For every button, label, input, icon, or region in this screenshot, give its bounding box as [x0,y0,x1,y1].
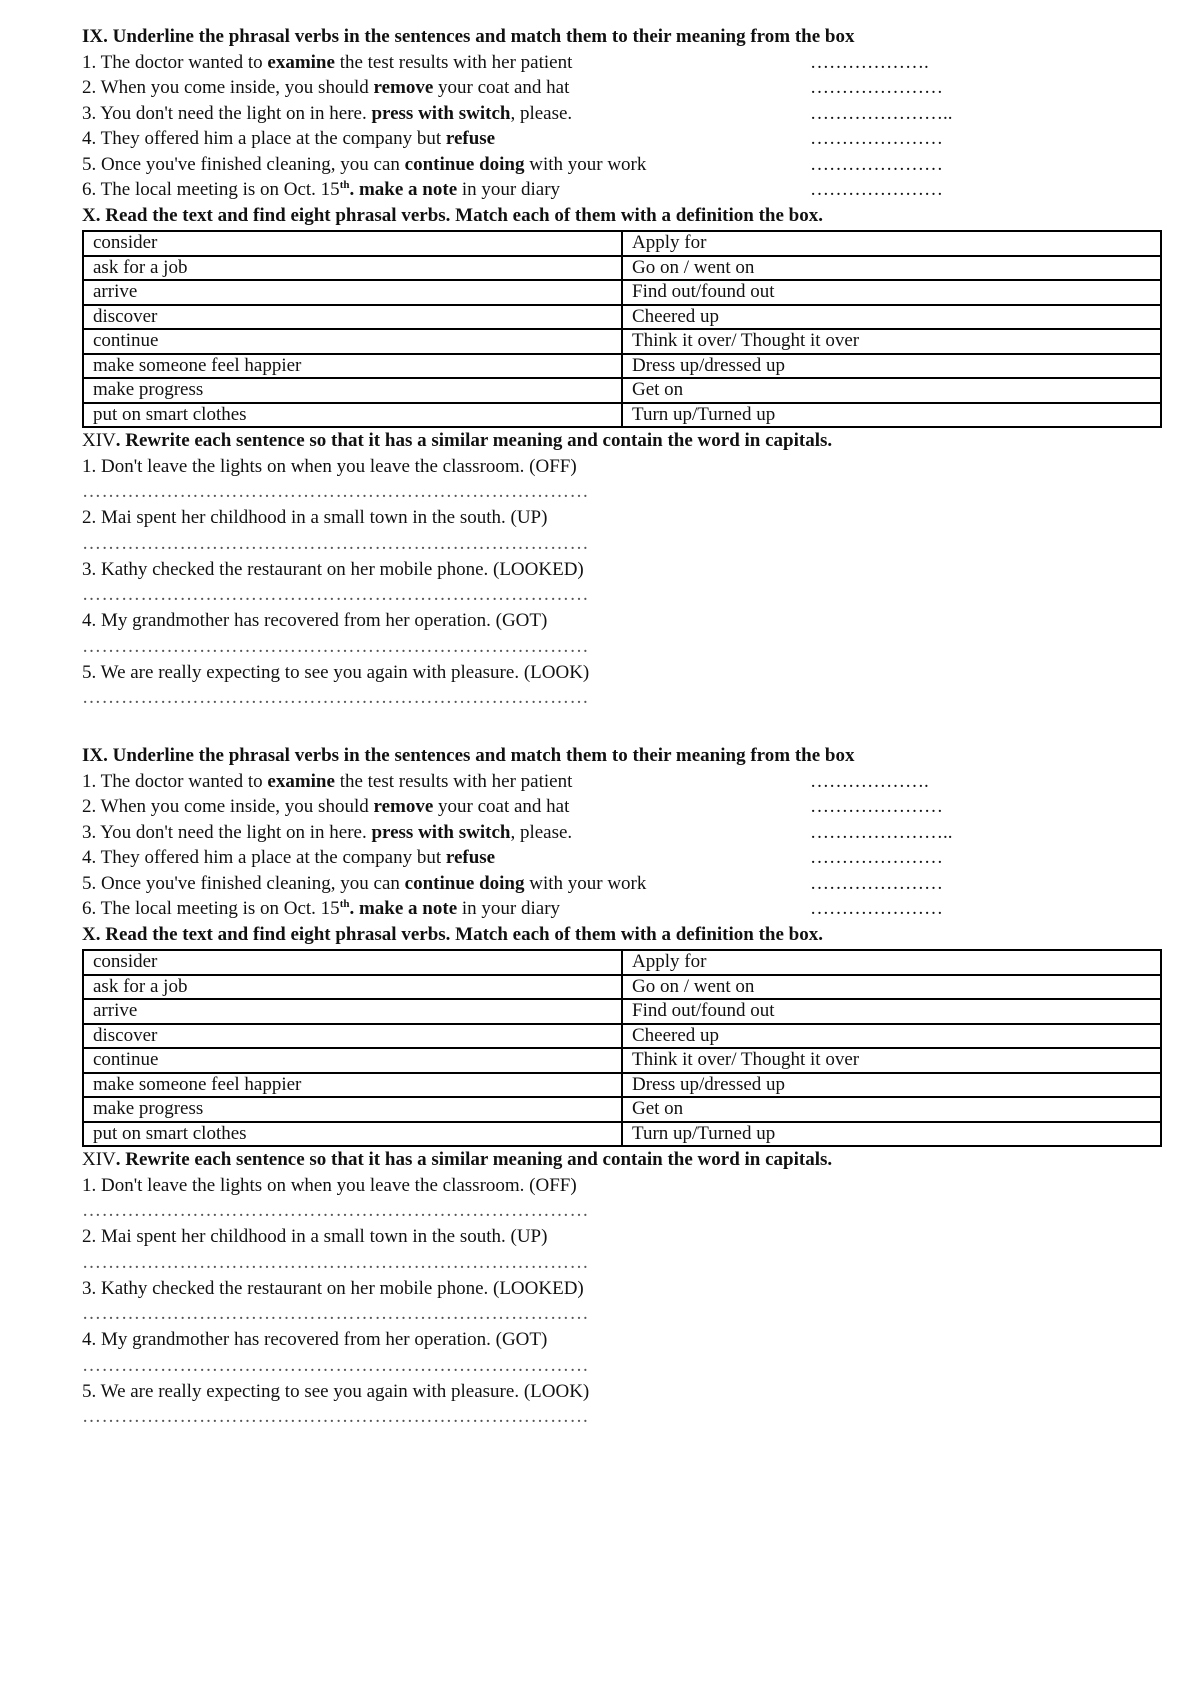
exercise-ix-item [82,152,1162,178]
table-row [83,378,1161,403]
exercise-ix-item [82,75,1162,101]
exercise-xiv-heading [82,428,1162,454]
answer-dots[interactable]: ………………… [810,796,943,817]
exercise-number: XIV [82,1149,116,1170]
section-gap [82,711,1162,743]
table-row [83,403,1161,428]
table-row [83,305,1161,330]
item-text-end: with your work [524,872,647,894]
exercise-instruction: . Rewrite each sentence so that it has a similar meaning and contain the word in capitals. [115,1149,833,1170]
definition-cell: make progress [83,1097,622,1122]
item-text: 5. Once you've finished cleaning, you can [82,153,405,175]
item-bold-verb: examine [267,51,335,73]
item-text-end: , please. [510,821,573,843]
item-text: 1. The doctor wanted to [82,770,268,792]
table-row [83,950,1161,975]
item-bold-verb: remove [373,796,434,817]
item-bold-verb: . make a note [349,898,458,919]
rewrite-question: 2. Mai spent her childhood in a small town in the south. (UP) [82,507,548,528]
phrasal-verb-cell: Cheered up [622,1024,1161,1049]
matching-table [82,230,1162,428]
item-text-end: your coat and hat [433,77,570,98]
phrasal-verb-cell: Dress up/dressed up [622,1073,1161,1098]
item-text: 5. Once you've finished cleaning, you can [82,872,405,894]
item-text: 6. The local meeting is on Oct. 15 [82,179,340,200]
answer-line[interactable]: …………………………………………………………………… [82,584,589,605]
ordinal-superscript: th [339,179,350,191]
table-row [83,231,1161,256]
exercise-xiv-heading [82,1147,1162,1173]
item-text-end: your coat and hat [433,796,570,817]
table-row [83,999,1161,1024]
phrasal-verb-cell: Turn up/Turned up [622,403,1161,428]
item-text-end: the test results with her patient [334,770,573,792]
answer-line[interactable]: …………………………………………………………………… [82,532,589,554]
item-text-end: with your work [524,153,647,175]
phrasal-verb-cell: Think it over/ Thought it over [622,1048,1161,1073]
answer-dots[interactable]: ………………….. [810,102,953,124]
worksheet-copy [82,24,1162,711]
item-bold-verb: continue doing [404,872,525,894]
phrasal-verb-cell: Get on [622,378,1161,403]
matching-table [82,949,1162,1147]
definition-cell: put on smart clothes [83,403,622,428]
answer-line[interactable]: …………………………………………………………………… [82,635,589,657]
exercise-xiv-list [82,1173,1162,1431]
rewrite-question: 3. Kathy checked the restaurant on her mobile phone. (LOOKED) [82,558,584,580]
exercise-ix-item [82,769,1162,795]
item-text: 4. They offered him a place at the company but [82,128,446,149]
item-text: 1. The doctor wanted to [82,51,268,73]
phrasal-verb-cell: Go on / went on [622,256,1161,281]
phrasal-verb-cell: Cheered up [622,305,1161,330]
item-bold-verb: remove [373,77,434,98]
exercise-ix-item [82,896,1162,922]
definition-cell: ask for a job [83,256,622,281]
exercise-ix-item [82,794,1162,820]
exercise-ix-item [82,177,1162,203]
item-bold-verb: . make a note [349,179,458,200]
phrasal-verb-cell: Apply for [622,950,1161,975]
definition-cell: make progress [83,378,622,403]
worksheet-page [82,24,1162,1430]
phrasal-verb-cell: Think it over/ Thought it over [622,329,1161,354]
answer-dots[interactable]: ………………… [810,153,943,175]
item-text-end: , please. [510,102,573,124]
worksheet-copy [82,743,1162,1430]
exercise-ix-item [82,50,1162,76]
answer-line[interactable]: …………………………………………………………………… [82,687,589,708]
phrasal-verb-cell: Find out/found out [622,280,1161,305]
item-text-end: in your diary [457,179,561,200]
rewrite-question: 5. We are really expecting to see you again with pleasure. (LOOK) [82,661,590,683]
table-row [83,1048,1161,1073]
answer-dots[interactable]: ………………… [810,872,943,894]
exercise-ix-item [82,126,1162,152]
answer-dots[interactable]: ………………… [810,179,943,200]
definition-cell: continue [83,329,622,354]
answer-dots[interactable]: ………………. [810,51,929,73]
table-row [83,280,1161,305]
phrasal-verb-cell: Dress up/dressed up [622,354,1161,379]
item-bold-verb: press with switch [371,102,511,124]
item-bold-verb: refuse [445,128,496,149]
answer-dots[interactable]: ………………… [810,77,943,98]
exercise-ix-list [82,50,1162,203]
definition-cell: ask for a job [83,975,622,1000]
answer-dots[interactable]: ………………… [810,128,943,149]
phrasal-verb-cell: Get on [622,1097,1161,1122]
item-text: 2. When you come inside, you should [82,77,374,98]
definition-cell: consider [83,950,622,975]
item-text: 2. When you come inside, you should [82,796,374,817]
exercise-ix-item [82,101,1162,127]
definition-cell: make someone feel happier [83,354,622,379]
definition-cell: consider [83,231,622,256]
phrasal-verb-cell: Turn up/Turned up [622,1122,1161,1147]
table-row [83,1024,1161,1049]
exercise-x-heading: X. Read the text and find eight phrasal verbs. Match each of them with a definition the box. [82,923,823,945]
definition-cell: put on smart clothes [83,1122,622,1147]
answer-line[interactable]: …………………………………………………………………… [82,1251,589,1273]
exercise-ix-heading: IX. Underline the phrasal verbs in the sentences and match them to their meaning from the box [82,26,855,47]
table-row [83,975,1161,1000]
item-bold-verb: press with switch [371,821,511,843]
definition-cell: make someone feel happier [83,1073,622,1098]
exercise-ix-item [82,820,1162,846]
answer-dots[interactable]: ………………… [810,898,943,919]
exercise-xiv-list [82,454,1162,712]
rewrite-question: 5. We are really expecting to see you again with pleasure. (LOOK) [82,1380,590,1402]
table-row [83,256,1161,281]
rewrite-question: 1. Don't leave the lights on when you leave the classroom. (OFF) [82,1174,577,1196]
phrasal-verb-cell: Apply for [622,231,1161,256]
table-row [83,1122,1161,1147]
item-bold-verb: examine [267,770,335,792]
table-row [83,1097,1161,1122]
phrasal-verb-cell: Go on / went on [622,975,1161,1000]
table-row [83,329,1161,354]
exercise-instruction: . Rewrite each sentence so that it has a similar meaning and contain the word in capitals. [115,430,833,451]
exercise-ix-item [82,845,1162,871]
rewrite-question: 2. Mai spent her childhood in a small town in the south. (UP) [82,1226,548,1247]
exercise-x-heading: X. Read the text and find eight phrasal verbs. Match each of them with a definition the box. [82,204,823,226]
item-bold-verb: continue doing [404,153,525,175]
item-text-end: in your diary [457,898,561,919]
rewrite-question: 3. Kathy checked the restaurant on her mobile phone. (LOOKED) [82,1277,584,1299]
definition-cell: arrive [83,999,622,1024]
rewrite-question: 4. My grandmother has recovered from her operation. (GOT) [82,610,548,631]
answer-dots[interactable]: ………………….. [810,821,953,843]
definition-cell: discover [83,1024,622,1049]
answer-line[interactable]: …………………………………………………………………… [82,481,589,502]
rewrite-question: 1. Don't leave the lights on when you leave the classroom. (OFF) [82,455,577,477]
definition-cell: discover [83,305,622,330]
definition-cell: arrive [83,280,622,305]
exercise-ix-item [82,871,1162,897]
item-text: 3. You don't need the light on in here. [82,102,372,124]
answer-line[interactable]: …………………………………………………………………… [82,1406,589,1427]
ordinal-superscript: th [339,898,350,910]
item-bold-verb: refuse [445,847,496,868]
table-row [83,354,1161,379]
phrasal-verb-cell: Find out/found out [622,999,1161,1024]
item-text: 6. The local meeting is on Oct. 15 [82,898,340,919]
answer-dots[interactable]: ………………… [810,847,943,868]
table-row [83,1073,1161,1098]
definition-cell: continue [83,1048,622,1073]
rewrite-question: 4. My grandmother has recovered from her operation. (GOT) [82,1329,548,1350]
exercise-ix-list [82,769,1162,922]
item-text-end: the test results with her patient [334,51,573,73]
item-text: 3. You don't need the light on in here. [82,821,372,843]
answer-line[interactable]: …………………………………………………………………… [82,1200,589,1221]
exercise-number: XIV [82,430,116,451]
answer-line[interactable]: …………………………………………………………………… [82,1303,589,1324]
item-text: 4. They offered him a place at the company but [82,847,446,868]
answer-dots[interactable]: ………………. [810,770,929,792]
exercise-ix-heading: IX. Underline the phrasal verbs in the sentences and match them to their meaning from the box [82,745,855,766]
answer-line[interactable]: …………………………………………………………………… [82,1354,589,1376]
